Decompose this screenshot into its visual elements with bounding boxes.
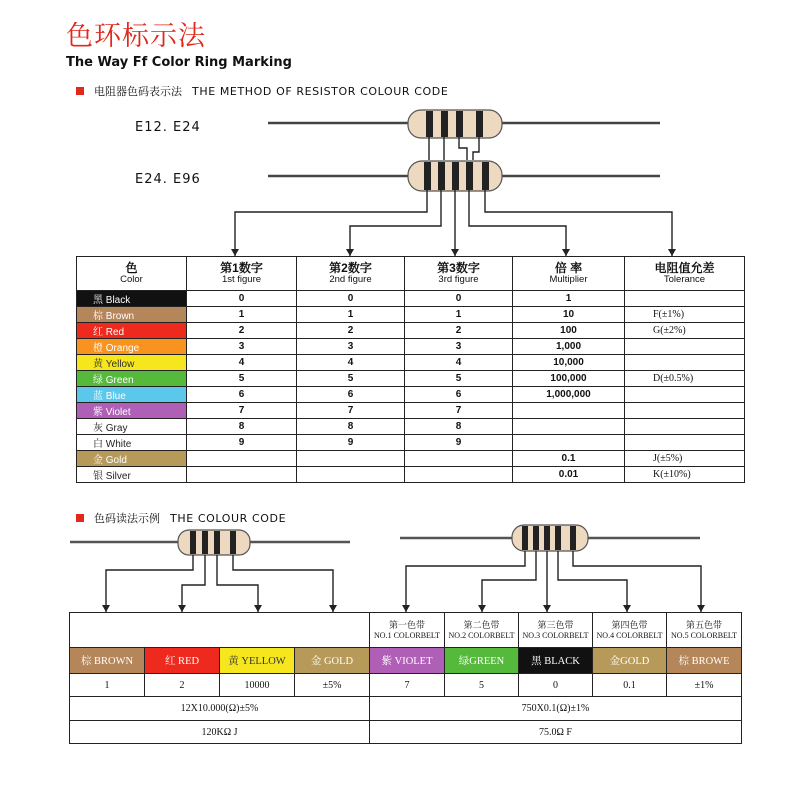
tolerance-cell: [625, 403, 745, 419]
table-row: [77, 323, 745, 339]
digit3-cell: [405, 467, 513, 483]
example2-table: [369, 612, 742, 744]
band-header-cn: 第三色带: [537, 619, 574, 630]
page-subtitle: The Way Ff Color Ring Marking: [66, 55, 292, 70]
band-value-cell: 0: [519, 674, 593, 697]
table-row: [77, 467, 745, 483]
red-square-bullet: [76, 514, 84, 522]
example2-resistor: [400, 525, 700, 551]
digit2-cell: [297, 451, 405, 467]
table-row: [77, 307, 745, 323]
multiplier-cell: 1,000: [513, 339, 625, 355]
table-header-row: [77, 257, 745, 291]
digit2-cell: 5: [297, 371, 405, 387]
table-row: [77, 387, 745, 403]
color-swatch-cell: 橙 Orange: [77, 339, 187, 355]
digit3-cell: 9: [405, 435, 513, 451]
digit1-cell: 8: [187, 419, 297, 435]
band-header-cell: [593, 613, 667, 648]
color-swatch-cell: 绿 Green: [77, 371, 187, 387]
band-color-cell: 棕 BROWN: [70, 648, 145, 674]
example2-result: 75.0Ω F: [370, 721, 742, 744]
tolerance-cell: G(±2%): [625, 323, 745, 339]
color-swatch-cell: 金 Gold: [77, 451, 187, 467]
resistor-4-band: [268, 110, 660, 138]
digit3-cell: 2: [405, 323, 513, 339]
example1-value-row: [70, 674, 370, 697]
band-color-cell: 黄 YELLOW: [220, 648, 295, 674]
digit3-cell: [405, 451, 513, 467]
table-row: [77, 419, 745, 435]
color-swatch-cell: 棕 Brown: [77, 307, 187, 323]
digit3-cell: 6: [405, 387, 513, 403]
tolerance-cell: [625, 387, 745, 403]
band-header-en: NO.4 COLORBELT: [596, 630, 663, 640]
band-header-cn: 第五色带: [685, 619, 722, 630]
band-header-cn: 第二色带: [463, 619, 500, 630]
tolerance-cell: [625, 339, 745, 355]
digit1-cell: 6: [187, 387, 297, 403]
color-swatch-cell: 银 Silver: [77, 467, 187, 483]
tolerance-cell: D(±0.5%): [625, 371, 745, 387]
band-color-cell: 金GOLD: [593, 648, 667, 674]
tolerance-cell: [625, 419, 745, 435]
band-color-cell: 红 RED: [145, 648, 220, 674]
example1-formula: 12X10.000(Ω)±5%: [70, 697, 370, 721]
digit1-cell: 3: [187, 339, 297, 355]
table-row: [77, 371, 745, 387]
digit2-cell: 4: [297, 355, 405, 371]
header-multiplier: 倍 率 Multiplier: [513, 257, 625, 291]
digit1-cell: [187, 451, 297, 467]
digit3-cell: 8: [405, 419, 513, 435]
section-heading-cn: 色码读法示例: [94, 512, 160, 525]
table-row: [77, 403, 745, 419]
example1-header-spacer: [70, 613, 370, 648]
digit1-cell: 5: [187, 371, 297, 387]
digit3-cell: 3: [405, 339, 513, 355]
digit1-cell: 7: [187, 403, 297, 419]
band-color-cell: 黑 BLACK: [519, 648, 593, 674]
multiplier-cell: 10: [513, 307, 625, 323]
series-label-e24: E24. E96: [135, 172, 201, 187]
digit2-cell: 6: [297, 387, 405, 403]
digit1-cell: [187, 467, 297, 483]
color-swatch-cell: 蓝 Blue: [77, 387, 187, 403]
digit3-cell: 0: [405, 291, 513, 307]
band-header-en: NO.1 COLORBELT: [374, 630, 440, 640]
example1-color-row: [70, 648, 370, 674]
example1-result: 120KΩ J: [70, 721, 370, 744]
band-value-cell: 7: [370, 674, 445, 697]
tolerance-cell: K(±10%): [625, 467, 745, 483]
digit1-cell: 0: [187, 291, 297, 307]
table-row: [77, 355, 745, 371]
example2-formula: 750X0.1(Ω)±1%: [370, 697, 742, 721]
section-heading-example: [76, 510, 286, 526]
band-value-cell: 5: [445, 674, 519, 697]
header-2nd-figure: 第2数字 2nd figure: [297, 257, 405, 291]
band-header-cn: 第四色带: [611, 619, 648, 630]
band-header-cell: [667, 613, 742, 648]
band-value-cell: 10000: [220, 674, 295, 697]
band-header-en: NO.5 COLORBELT: [671, 630, 737, 640]
multiplier-cell: [513, 419, 625, 435]
band-header-cn: 第一色带: [388, 619, 425, 630]
section-heading-cn: 电阻器色码表示法: [94, 85, 182, 98]
color-code-table: [76, 256, 745, 483]
band-color-cell: 紫 VIOLET: [370, 648, 445, 674]
band-color-cell: 棕 BROWE: [667, 648, 742, 674]
page-title: 色环标示法: [66, 21, 206, 52]
multiplier-cell: 100: [513, 323, 625, 339]
digit2-cell: [297, 467, 405, 483]
example2-header-row: [370, 613, 742, 648]
band-value-cell: 0.1: [593, 674, 667, 697]
multiplier-cell: 1,000,000: [513, 387, 625, 403]
example1-table: [69, 612, 370, 744]
band-value-cell: ±5%: [295, 674, 370, 697]
tolerance-cell: F(±1%): [625, 307, 745, 323]
digit2-cell: 8: [297, 419, 405, 435]
color-swatch-cell: 灰 Gray: [77, 419, 187, 435]
header-tolerance: 电阻值允差 Tolerance: [625, 257, 745, 291]
resistor-5-band: [268, 161, 660, 191]
table-row: [77, 291, 745, 307]
band-value-cell: 2: [145, 674, 220, 697]
header-color: 色 Color: [77, 257, 187, 291]
digit1-cell: 2: [187, 323, 297, 339]
band-header-en: NO.3 COLORBELT: [522, 630, 589, 640]
digit1-cell: 1: [187, 307, 297, 323]
digit3-cell: 7: [405, 403, 513, 419]
band-header-cell: [519, 613, 593, 648]
tolerance-cell: [625, 435, 745, 451]
section-heading-en: THE COLOUR CODE: [170, 511, 287, 525]
multiplier-cell: [513, 435, 625, 451]
digit2-cell: 1: [297, 307, 405, 323]
tolerance-cell: J(±5%): [625, 451, 745, 467]
digit1-cell: 9: [187, 435, 297, 451]
band-color-cell: 绿GREEN: [445, 648, 519, 674]
digit3-cell: 1: [405, 307, 513, 323]
example2-color-row: [370, 648, 742, 674]
digit1-cell: 4: [187, 355, 297, 371]
multiplier-cell: 0.01: [513, 467, 625, 483]
band-header-en: NO.2 COLORBELT: [448, 630, 515, 640]
section-heading-en: THE METHOD OF RESISTOR COLOUR CODE: [192, 84, 449, 98]
header-3rd-figure: 第3数字 3rd figure: [405, 257, 513, 291]
header-1st-figure: 第1数字 1st figure: [187, 257, 297, 291]
color-swatch-cell: 黑 Black: [77, 291, 187, 307]
multiplier-cell: 100,000: [513, 371, 625, 387]
series-label-e12: E12. E24: [135, 120, 201, 135]
digit2-cell: 3: [297, 339, 405, 355]
example2-value-row: [370, 674, 742, 697]
table-row: [77, 339, 745, 355]
tolerance-cell: [625, 291, 745, 307]
table-row: [77, 435, 745, 451]
color-swatch-cell: 紫 Violet: [77, 403, 187, 419]
band-value-cell: 1: [70, 674, 145, 697]
digit2-cell: 9: [297, 435, 405, 451]
color-swatch-cell: 红 Red: [77, 323, 187, 339]
color-swatch-cell: 白 White: [77, 435, 187, 451]
digit2-cell: 0: [297, 291, 405, 307]
tolerance-cell: [625, 355, 745, 371]
multiplier-cell: [513, 403, 625, 419]
digit3-cell: 4: [405, 355, 513, 371]
digit3-cell: 5: [405, 371, 513, 387]
color-swatch-cell: 黄 Yellow: [77, 355, 187, 371]
band-color-cell: 金 GOLD: [295, 648, 370, 674]
band-header-cell: [370, 613, 445, 648]
example1-resistor: [70, 530, 350, 555]
multiplier-cell: 0.1: [513, 451, 625, 467]
digit2-cell: 7: [297, 403, 405, 419]
table-row: [77, 451, 745, 467]
multiplier-cell: 1: [513, 291, 625, 307]
digit2-cell: 2: [297, 323, 405, 339]
band-header-cell: [445, 613, 519, 648]
band-value-cell: ±1%: [667, 674, 742, 697]
multiplier-cell: 10,000: [513, 355, 625, 371]
